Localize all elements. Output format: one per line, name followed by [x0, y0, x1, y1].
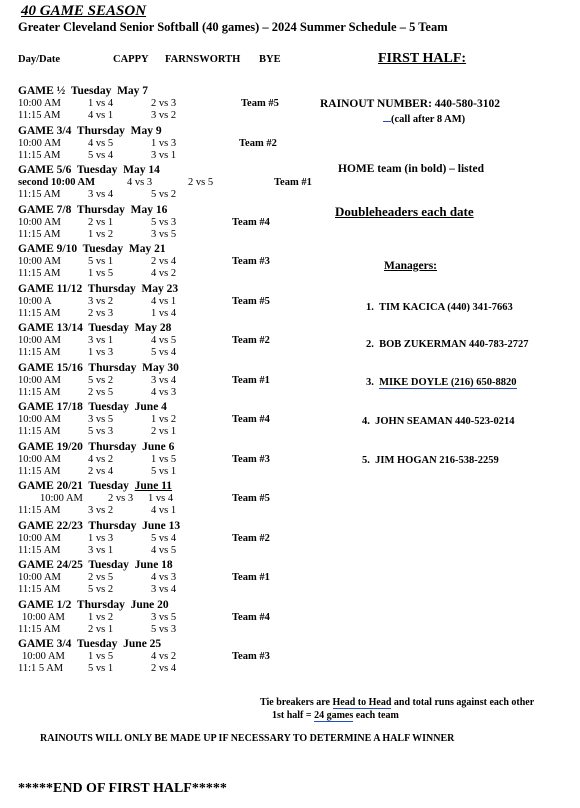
game-header: [18, 401, 167, 413]
cappy-matchup: 1 vs 2: [88, 612, 114, 623]
game-label: GAME 11/12: [18, 283, 83, 295]
manager-4: 4. JOHN SEAMAN 440-523-0214: [362, 416, 515, 427]
farnsworth-matchup: 5 vs 1: [151, 466, 177, 477]
farnsworth-matchup: 1 vs 5: [151, 454, 177, 465]
farnsworth-matchup: 4 vs 5: [151, 335, 177, 346]
game-label: GAME 15/16: [18, 362, 83, 374]
page-title: 40 GAME SEASON: [21, 3, 147, 19]
home-note: [338, 163, 484, 175]
farnsworth-matchup: 1 vs 2: [151, 414, 177, 425]
farnsworth-matchup: 3 vs 1: [151, 150, 177, 161]
col-bye: BYE: [259, 54, 281, 65]
cappy-matchup: 3 vs 4: [88, 189, 114, 200]
game-header: [18, 85, 148, 97]
game-label: GAME 7/8: [18, 204, 72, 216]
game-date: May 9: [130, 125, 162, 137]
bye-team: Team #2: [232, 533, 270, 544]
game-date: May 14: [123, 164, 160, 176]
game-header: [18, 164, 160, 176]
game-label: GAME ½: [18, 85, 66, 97]
farnsworth-matchup: 4 vs 1: [151, 296, 177, 307]
cappy-matchup: 4 vs 5: [88, 138, 114, 149]
game-label: GAME 20/21: [18, 480, 83, 492]
bye-team: Team #4: [232, 414, 270, 425]
game-time: 11:15 AM: [18, 426, 61, 437]
game-header: [18, 638, 161, 650]
bye-team: Team #1: [232, 375, 270, 386]
bye-team: Team #2: [232, 335, 270, 346]
bye-team: Team #5: [241, 98, 279, 109]
game-time: second 10:00 AM: [18, 177, 95, 188]
bye-team: Team #3: [232, 256, 270, 267]
game-day: Tuesday: [88, 322, 129, 334]
game-time: 10:00 AM: [18, 217, 61, 228]
farnsworth-matchup: 5 vs 3: [151, 217, 177, 228]
game-label: GAME 17/18: [18, 401, 83, 413]
farnsworth-matchup: 3 vs 2: [151, 110, 177, 121]
game-header: [18, 322, 171, 334]
farnsworth-matchup: 3 vs 5: [151, 229, 177, 240]
game-time: 10:00 AM: [18, 414, 61, 425]
game-date: May 30: [142, 362, 179, 374]
game-label: GAME 5/6: [18, 164, 72, 176]
game-time: 10:00 AM: [18, 138, 61, 149]
game-label: GAME 1/2: [18, 599, 72, 611]
cappy-matchup: 1 vs 2: [88, 229, 114, 240]
cappy-matchup: 2 vs 1: [88, 624, 114, 635]
cappy-matchup: 2 vs 1: [88, 217, 114, 228]
farnsworth-matchup: 4 vs 2: [151, 268, 177, 279]
cappy-matchup: 5 vs 4: [88, 150, 114, 161]
game-header: [18, 441, 174, 453]
game-time: 11:15 AM: [18, 505, 61, 516]
game-time: 11:15 AM: [18, 229, 61, 240]
farnsworth-matchup: 5 vs 3: [151, 624, 177, 635]
farnsworth-matchup: 2 vs 5: [188, 177, 214, 188]
cappy-matchup: 5 vs 1: [88, 256, 114, 267]
cappy-matchup: 4 vs 3: [127, 177, 153, 188]
farnsworth-matchup: 4 vs 3: [151, 387, 177, 398]
game-time: 11:15 AM: [18, 347, 61, 358]
game-time: 10:00 AM: [18, 375, 61, 386]
game-label: GAME 9/10: [18, 243, 78, 255]
game-time: 11:1 5 AM: [18, 663, 64, 674]
first-half-games-note: 1st half = 24 games each team: [272, 710, 399, 721]
game-header: [18, 480, 172, 492]
farnsworth-matchup: 2 vs 4: [151, 663, 177, 674]
home-note-bold: HOME: [338, 163, 375, 175]
game-time: 11:15 AM: [18, 308, 61, 319]
farnsworth-matchup: 3 vs 5: [151, 612, 177, 623]
game-time: 10:00 AM: [40, 493, 83, 504]
game-label: GAME 3/4: [18, 638, 72, 650]
game-header: [18, 125, 162, 137]
cappy-matchup: 2 vs 3: [88, 308, 114, 319]
cappy-matchup: 3 vs 5: [88, 414, 114, 425]
game-day: Thursday: [88, 441, 137, 453]
game-day: Tuesday: [88, 480, 129, 492]
cappy-matchup: 2 vs 3: [108, 493, 134, 504]
game-time: 10:00 AM: [18, 454, 61, 465]
cappy-matchup: 3 vs 1: [88, 335, 114, 346]
cappy-matchup: 4 vs 2: [88, 454, 114, 465]
game-time: 10:00 A: [18, 296, 52, 307]
manager-5: 5. JIM HOGAN 216-538-2259: [362, 455, 499, 466]
game-time: 11:15 AM: [18, 150, 61, 161]
game-time: 10:00 AM: [18, 335, 61, 346]
bye-team: Team #1: [274, 177, 312, 188]
cappy-matchup: 2 vs 5: [88, 572, 114, 583]
game-time: 11:15 AM: [18, 466, 61, 477]
game-date: June 20: [130, 599, 169, 611]
end-of-first-half: *****END OF FIRST HALF*****: [18, 781, 227, 796]
cappy-matchup: 1 vs 3: [88, 347, 114, 358]
game-date: May 16: [130, 204, 168, 216]
manager-2: 2. BOB ZUKERMAN 440-783-2727: [366, 339, 529, 350]
col-daydate: Day/Date: [18, 54, 60, 65]
cappy-matchup: 1 vs 5: [88, 268, 114, 279]
manager-1: 1. TIM KACICA (440) 341-7663: [366, 302, 513, 313]
col-cappy: CAPPY: [113, 54, 149, 65]
game-header: [18, 599, 169, 611]
game-day: Tuesday: [88, 559, 129, 571]
cappy-matchup: 2 vs 5: [88, 387, 114, 398]
bye-team: Team #5: [232, 296, 270, 307]
game-day: Tuesday: [82, 243, 124, 255]
game-time: 11:15 AM: [18, 110, 61, 121]
game-label: GAME 3/4: [18, 125, 72, 137]
farnsworth-matchup: 4 vs 5: [151, 545, 177, 556]
game-day: Tuesday: [76, 164, 118, 176]
farnsworth-matchup: 1 vs 4: [151, 308, 177, 319]
farnsworth-matchup: 2 vs 1: [151, 426, 177, 437]
tie-breakers-note: Tie breakers are Head to Head and total runs against each other: [260, 697, 535, 708]
game-time: 11:15 AM: [18, 584, 61, 595]
bye-team: Team #3: [232, 454, 270, 465]
manager-3: 3. MIKE DOYLE (216) 650-8820: [366, 377, 517, 388]
rainout-note-text: (call after 8 AM): [391, 114, 466, 125]
managers-heading: Managers:: [384, 260, 438, 272]
game-header: [18, 559, 173, 571]
cappy-matchup: 3 vs 2: [88, 296, 114, 307]
cappy-matchup: 1 vs 4: [88, 98, 114, 109]
game-day: Thursday: [76, 204, 125, 216]
game-day: Thursday: [88, 362, 137, 374]
home-note-rest: team (in bold) – listed: [374, 163, 484, 175]
col-farnsworth: FARNSWORTH: [165, 54, 241, 65]
farnsworth-matchup: 5 vs 4: [151, 533, 177, 544]
cappy-matchup: 5 vs 2: [88, 584, 114, 595]
game-time: 10:00 AM: [18, 572, 61, 583]
farnsworth-matchup: 4 vs 3: [151, 572, 177, 583]
game-label: GAME 22/23: [18, 520, 83, 532]
farnsworth-matchup: 2 vs 4: [151, 256, 177, 267]
game-header: [18, 243, 166, 255]
farnsworth-matchup: 1 vs 3: [151, 138, 177, 149]
page-subtitle: Greater Cleveland Senior Softball (40 games) – 2024 Summer Schedule – 5 Team: [18, 20, 448, 34]
game-time: 10:00 AM: [18, 98, 61, 109]
game-label: GAME 13/14: [18, 322, 83, 334]
bye-team: Team #3: [232, 651, 270, 662]
game-date: May 28: [134, 322, 172, 334]
game-label: GAME 24/25: [18, 559, 83, 571]
cappy-matchup: 4 vs 1: [88, 110, 114, 121]
farnsworth-matchup: 2 vs 3: [151, 98, 177, 109]
farnsworth-matchup: 3 vs 4: [151, 375, 177, 386]
cappy-matchup: 3 vs 1: [88, 545, 114, 556]
game-time: 11:15 AM: [18, 189, 61, 200]
cappy-matchup: 5 vs 3: [88, 426, 114, 437]
game-time: 10:00 AM: [22, 612, 65, 623]
game-label: GAME 19/20: [18, 441, 83, 453]
bye-team: Team #4: [232, 612, 270, 623]
cappy-matchup: 1 vs 5: [88, 651, 114, 662]
bye-team: Team #5: [232, 493, 270, 504]
game-date: June 13: [142, 520, 181, 532]
game-date: June 25: [123, 638, 162, 650]
cappy-matchup: 3 vs 2: [88, 505, 114, 516]
farnsworth-matchup: 5 vs 2: [151, 189, 177, 200]
rainout-note: [383, 112, 465, 125]
game-date: May 21: [128, 243, 166, 255]
farnsworth-matchup: 3 vs 4: [151, 584, 177, 595]
farnsworth-matchup: 4 vs 1: [151, 505, 177, 516]
game-day: Tuesday: [70, 85, 112, 97]
farnsworth-matchup: 5 vs 4: [151, 347, 177, 358]
rainout-number: RAINOUT NUMBER: 440-580-3102: [320, 98, 500, 110]
game-time: 11:15 AM: [18, 545, 61, 556]
game-day: Tuesday: [76, 638, 118, 650]
game-time: 10:00 AM: [18, 256, 61, 267]
farnsworth-matchup: 4 vs 2: [151, 651, 177, 662]
first-half-heading: FIRST HALF:: [378, 51, 467, 66]
game-header: [18, 520, 180, 532]
doubleheaders-heading: Doubleheaders each date: [335, 204, 474, 219]
cappy-matchup: 1 vs 3: [88, 533, 114, 544]
game-date: June 11: [134, 480, 173, 492]
game-day: Thursday: [76, 599, 125, 611]
game-date: May 7: [117, 85, 149, 97]
game-date: June 6: [142, 441, 175, 453]
bye-team: Team #2: [239, 138, 277, 149]
bye-team: Team #4: [232, 217, 270, 228]
game-time: 11:15 AM: [18, 387, 61, 398]
game-header: [18, 204, 167, 216]
game-time: 10:00 AM: [18, 533, 61, 544]
bye-team: Team #1: [232, 572, 270, 583]
game-day: Thursday: [87, 283, 136, 295]
game-date: May 23: [141, 283, 179, 295]
game-day: Tuesday: [88, 401, 129, 413]
game-date: June 4: [134, 401, 167, 413]
cappy-matchup: 5 vs 2: [88, 375, 114, 386]
cappy-matchup: 2 vs 4: [88, 466, 114, 477]
game-time: 11:15 AM: [18, 268, 61, 279]
game-header: [18, 283, 178, 295]
game-day: Thursday: [76, 125, 125, 137]
game-day: Thursday: [88, 520, 137, 532]
game-time: 10:00 AM: [22, 651, 65, 662]
rainouts-note: RAINOUTS WILL ONLY BE MADE UP IF NECESSARY TO DETERMINE A HALF WINNER: [40, 733, 455, 744]
farnsworth-matchup: 1 vs 4: [148, 493, 174, 504]
game-time: 11:15 AM: [18, 624, 61, 635]
game-date: June 18: [134, 559, 173, 571]
cappy-matchup: 5 vs 1: [88, 663, 114, 674]
game-header: [18, 362, 179, 374]
